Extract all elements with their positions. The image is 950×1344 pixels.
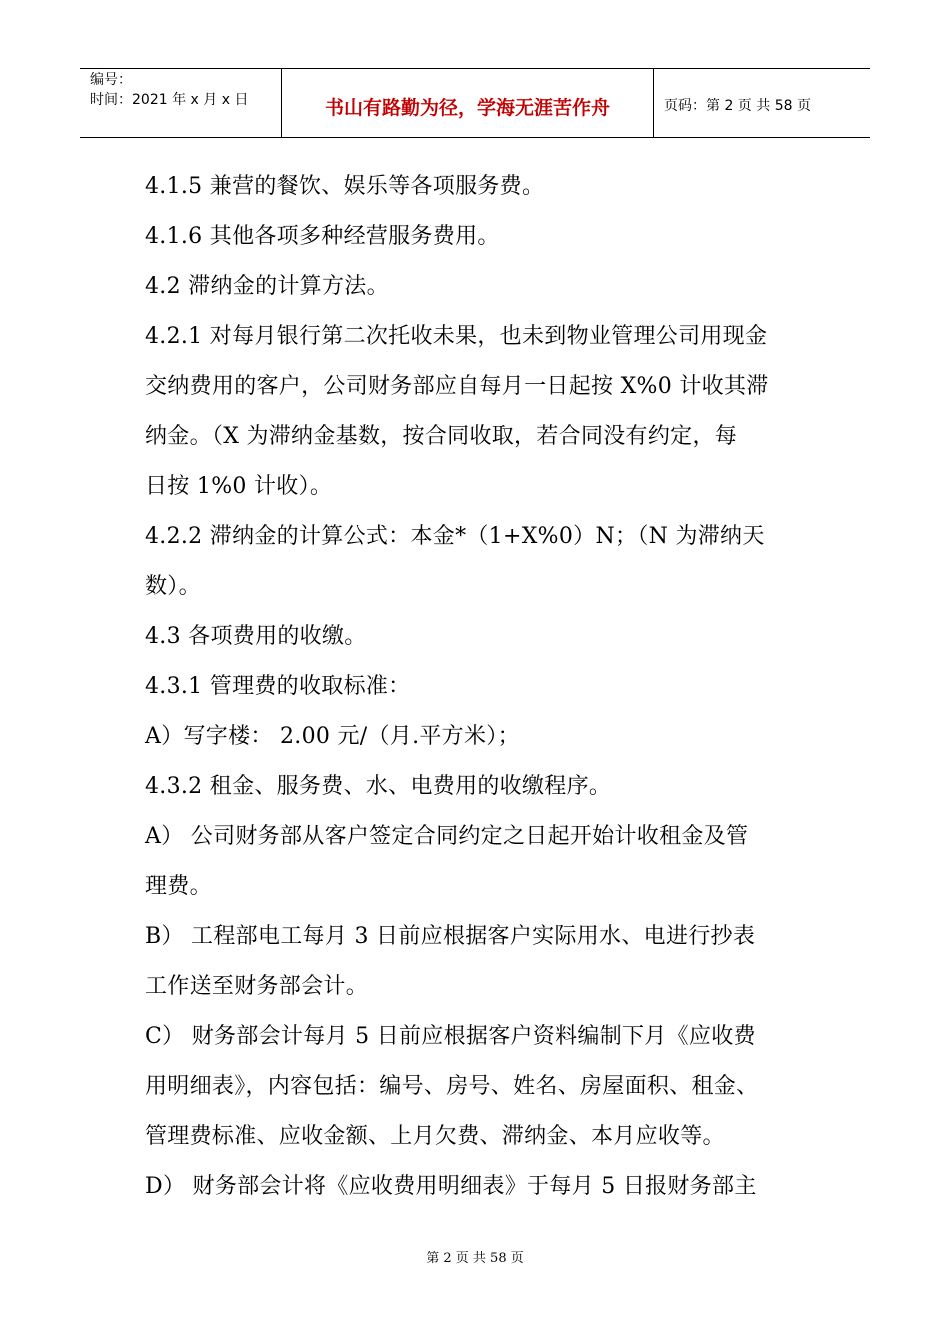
body-line: C） 财务部会计每月 5 日前应根据客户资料编制下月《应收费	[145, 1024, 756, 1049]
body-line: D） 财务部会计将《应收费用明细表》于每月 5 日报财务部主	[145, 1174, 757, 1199]
body-line: 4.3.2 租金、服务费、水、电费用的收缴程序。	[145, 774, 612, 799]
header-left-cell	[80, 69, 282, 137]
document-date: 时间：2021 年 x 月 x 日	[90, 92, 249, 108]
body-line: B） 工程部电工每月 3 日前应根据客户实际用水、电进行抄表	[145, 924, 756, 949]
document-number-label: 编号：	[90, 72, 132, 88]
body-line: 4.2 滞纳金的计算方法。	[145, 274, 389, 299]
header-motto: 书山有路勤为径，学海无涯苦作舟	[324, 97, 610, 119]
header-right-cell	[654, 69, 870, 137]
body-line: 4.2.2 滞纳金的计算公式：本金*（1+X%0）N；（N 为滞纳天	[145, 524, 765, 549]
body-line: 4.1.6 其他各项多种经营服务费用。	[145, 224, 500, 249]
body-line: 4.3 各项费用的收缴。	[145, 624, 367, 649]
header-middle-cell	[282, 69, 654, 137]
body-line: 交纳费用的客户，公司财务部应自每月一日起按 X%0 计收其滞	[145, 374, 769, 399]
body-line: 日按 1%0 计收）。	[145, 474, 333, 499]
body-line: A） 公司财务部从客户签定合同约定之日起开始计收租金及管	[145, 824, 749, 849]
body-line: 4.2.1 对每月银行第二次托收未果，也未到物业管理公司用现金	[145, 324, 768, 349]
body-line: 4.3.1 管理费的收取标准：	[145, 674, 411, 699]
body-line: 用明细表》，内容包括：编号、房号、姓名、房屋面积、租金、	[145, 1074, 759, 1099]
page-footer: 第 2 页 共 58 页	[426, 1251, 524, 1266]
document-body	[145, 162, 825, 1212]
header-page-info: 页码：第 2 页 共 58 页	[664, 98, 811, 114]
body-line: 管理费标准、应收金额、上月欠费、滞纳金、本月应收等。	[145, 1124, 725, 1149]
body-line: 纳金。（X 为滞纳金基数，按合同收取，若合同没有约定，每	[145, 424, 738, 449]
body-line: 工作送至财务部会计。	[145, 974, 369, 999]
body-line: A）写字楼： 2.00 元/（月.平方米）；	[145, 724, 520, 749]
body-line: 理费。	[145, 874, 212, 899]
body-line: 数）。	[145, 574, 201, 599]
page-header	[80, 68, 870, 138]
body-line: 4.1.5 兼营的餐饮、娱乐等各项服务费。	[145, 174, 545, 199]
